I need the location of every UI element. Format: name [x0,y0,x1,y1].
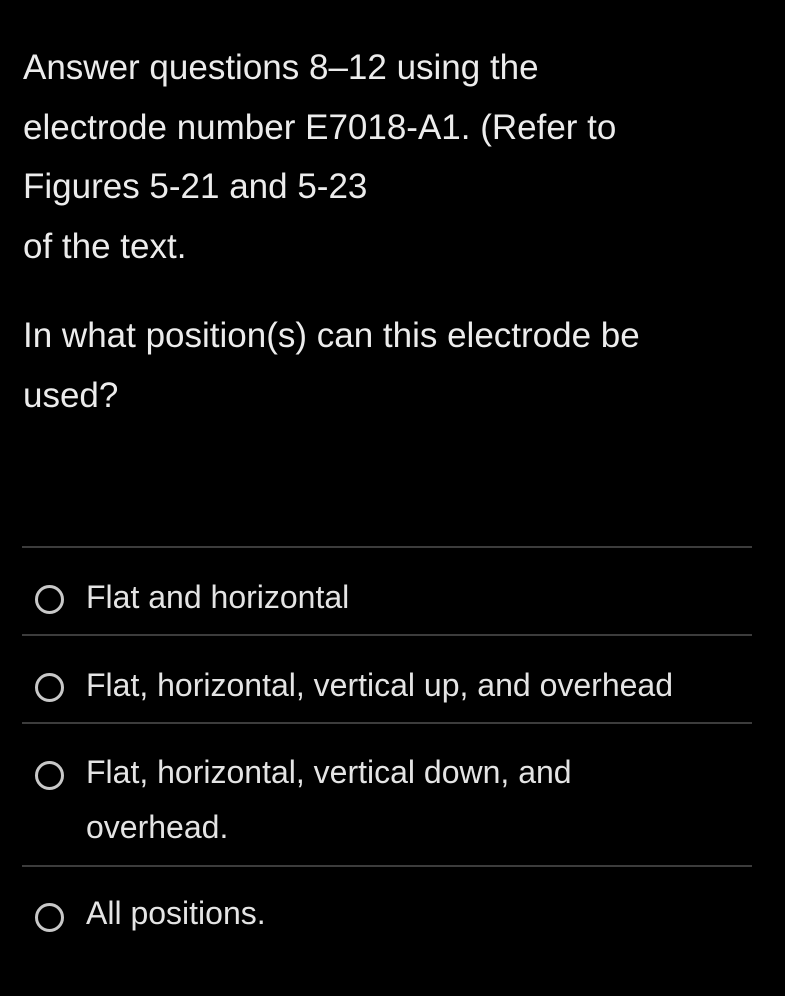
answer-option-label: Flat, horizontal, vertical up, and overhead [86,667,673,703]
radio-button-icon[interactable] [35,585,64,614]
answer-option-3[interactable] [22,724,752,865]
answer-options [22,546,752,963]
answer-option-2[interactable] [22,636,752,722]
question-prompt-line: In what position(s) can this electrode be [23,316,640,355]
question-intro-line: Answer questions 8–12 using the [23,48,539,87]
radio-button-icon[interactable] [35,673,64,702]
radio-button-icon[interactable] [35,903,64,932]
question-intro-line: Figures 5-21 and 5-23 [23,167,368,206]
answer-option-4[interactable] [22,867,752,963]
answer-option-label: Flat, horizontal, vertical down, and overhead. [86,754,572,845]
question-prompt-line: used? [23,375,119,415]
question-intro-line: of the text. [23,226,187,266]
answer-option-label: Flat and horizontal [86,579,350,615]
answer-option-label: All positions. [86,895,266,931]
question-text [23,38,743,425]
paragraph-gap [23,276,743,306]
radio-button-icon[interactable] [35,761,64,790]
question-intro-line: electrode number E7018-A1. (Refer to [23,107,617,147]
answer-option-1[interactable] [22,548,752,634]
